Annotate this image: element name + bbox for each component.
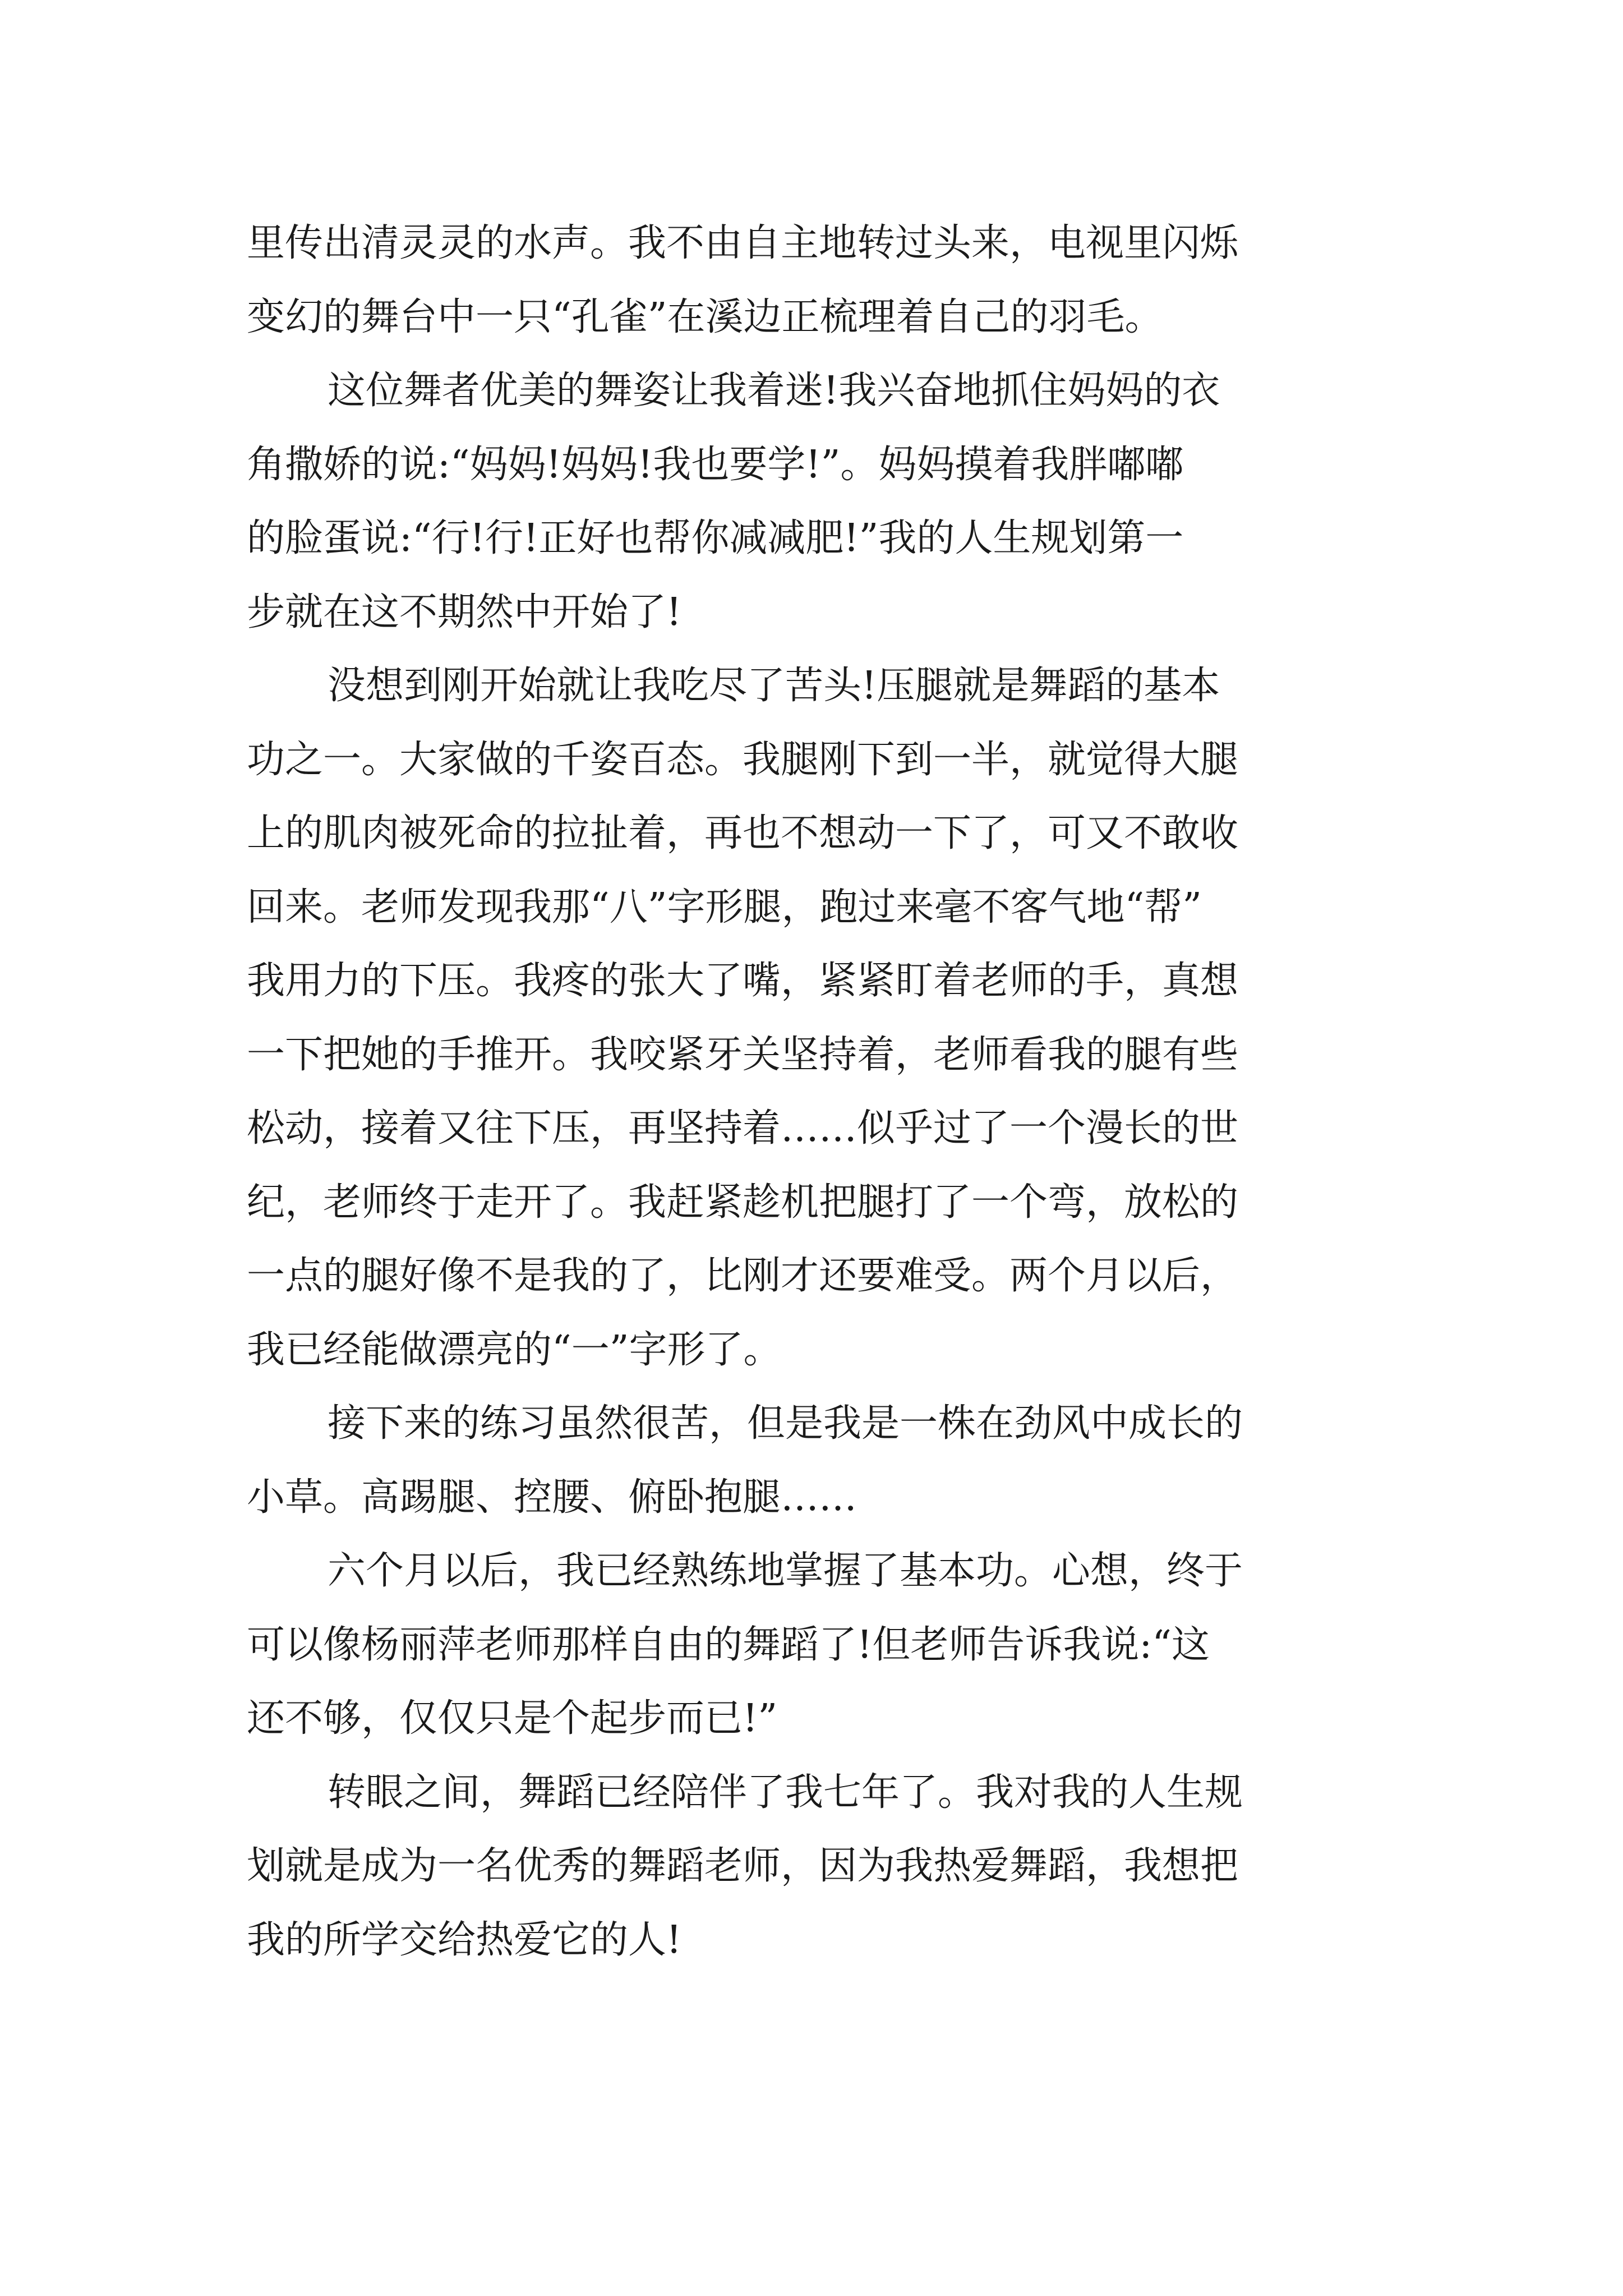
- text-line: 可以像杨丽萍老师那样自由的舞蹈了!但老师告诉我说:“这: [247, 1622, 1210, 1667]
- text-line: 一下把她的手推开。我咬紧牙关坚持着，老师看我的腿有些: [247, 1032, 1239, 1077]
- text-line: 我的所学交给热爱它的人!: [247, 1917, 682, 1962]
- text-line: 松动，接着又往下压，再坚持着……似乎过了一个漫长的世: [247, 1106, 1239, 1151]
- text-line: 角撒娇的说:“妈妈!妈妈!我也要学!”。妈妈摸着我胖嘟嘟: [247, 442, 1184, 487]
- text-line: 小草。高踢腿、控腰、俯卧抱腿……: [247, 1475, 857, 1520]
- paragraph-first-line: 转眼之间，舞蹈已经陪伴了我七年了。我对我的人生规: [328, 1770, 1243, 1815]
- text-line: 一点的腿好像不是我的了，比刚才还要难受。两个月以后，: [247, 1254, 1239, 1298]
- text-line: 里传出清灵灵的水声。我不由自主地转过头来，电视里闪烁: [247, 221, 1239, 265]
- text-line: 我用力的下压。我疼的张大了嘴，紧紧盯着老师的手，真想: [247, 959, 1239, 1003]
- text-line: 上的肌肉被死命的拉扯着，再也不想动一下了，可又不敢收: [247, 811, 1239, 855]
- paragraph-first-line: 接下来的练习虽然很苦，但是我是一株在劲风中成长的: [328, 1401, 1243, 1446]
- text-line: 变幻的舞台中一只“孔雀”在溪边正梳理着自己的羽毛。: [247, 295, 1163, 339]
- text-line: 纪，老师终于走开了。我赶紧趁机把腿打了一个弯，放松的: [247, 1180, 1239, 1225]
- paragraph-first-line: 六个月以后，我已经熟练地掌握了基本功。心想，终于: [328, 1549, 1243, 1593]
- text-line: 我已经能做漂亮的“一”字形了。: [247, 1327, 782, 1372]
- text-line: 的脸蛋说:“行!行!正好也帮你减减肥!”我的人生规划第一: [247, 516, 1184, 560]
- paragraph-first-line: 这位舞者优美的舞姿让我着迷!我兴奋地抓住妈妈的衣: [328, 369, 1220, 413]
- text-line: 步就在这不期然中开始了!: [247, 590, 682, 634]
- document-body: [247, 206, 1396, 1977]
- text-line: 功之一。大家做的千姿百态。我腿刚下到一半，就觉得大腿: [247, 737, 1239, 782]
- text-line: 划就是成为一名优秀的舞蹈老师，因为我热爱舞蹈，我想把: [247, 1844, 1239, 1888]
- text-line: 回来。老师发现我那“八”字形腿，跑过来毫不客气地“帮”: [247, 885, 1202, 930]
- paragraph-first-line: 没想到刚开始就让我吃尽了苦头!压腿就是舞蹈的基本: [328, 664, 1220, 708]
- text-line: 还不够，仅仅只是个起步而已!”: [247, 1696, 778, 1741]
